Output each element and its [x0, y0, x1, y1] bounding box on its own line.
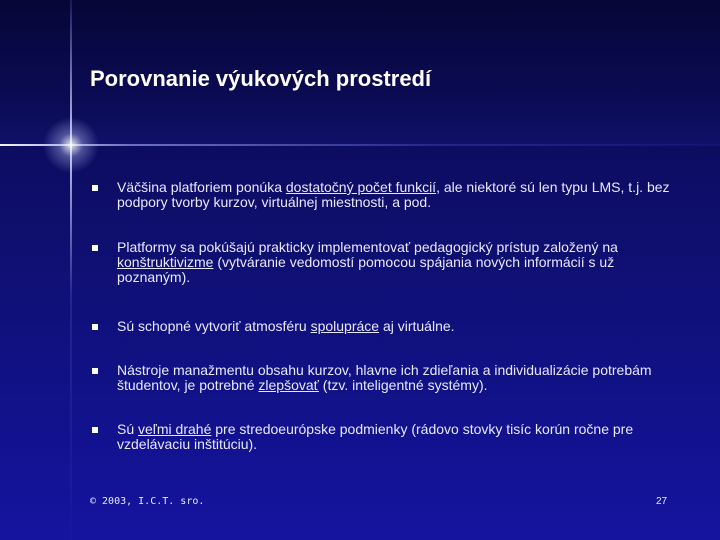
square-bullet-icon	[92, 427, 98, 433]
bullet-segment: (vytváranie vedomostí pomocou spájania nových informácií s už poznaným).	[117, 254, 615, 285]
bullet-segment-underlined: veľmi drahé	[138, 421, 212, 437]
bullet-segment: pre stredoeurópske podmienky (rádovo stovky tisíc korún ročne pre vzdelávaciu inštitúciu).	[117, 421, 634, 452]
bullet-segment-underlined: spolupráce	[310, 318, 380, 334]
bullet-text	[117, 363, 677, 393]
bullet-segment: , ale niektoré sú len typu LMS, t.j. bez podpory tvorby kurzov, virtuálnej miestnosti, a pod.	[117, 179, 670, 210]
bullet-segment: Väčšina platforiem ponúka	[117, 179, 286, 195]
footer-page-number: 27	[656, 496, 668, 507]
bullet-text	[117, 180, 677, 210]
square-bullet-icon	[92, 185, 98, 191]
bullet-text	[117, 422, 677, 452]
bullet-segment: Sú schopné vytvoriť atmosféru	[117, 318, 311, 334]
bullet-segment-underlined: dostatočný počet funkcií	[285, 179, 437, 195]
bullet-text	[117, 319, 677, 334]
bullet-text	[117, 240, 677, 285]
square-bullet-icon	[92, 368, 98, 374]
footer-copyright: © 2003, I.C.T. sro.	[90, 496, 205, 507]
bullet-segment-underlined: konštruktivizme	[117, 254, 214, 270]
bullet-segment: (tzv. inteligentné systémy).	[318, 377, 488, 393]
bullet-segment: Platformy sa pokúšajú prakticky implementovať pedagogický prístup založený na	[117, 239, 618, 255]
horizontal-rule	[0, 144, 720, 146]
bullet-segment: Nástroje manažmentu obsahu kurzov, hlavne ich zdieľania a individualizácie potrebám študentov, je potrebné	[117, 362, 652, 393]
sparkle-icon	[38, 112, 104, 178]
bullet-segment-underlined: zlepšovať	[258, 377, 319, 393]
slide-title: Porovnanie výukových prostredí	[90, 66, 432, 91]
vertical-rule	[70, 0, 72, 540]
square-bullet-icon	[92, 245, 98, 251]
bullet-segment: Sú	[117, 421, 139, 437]
square-bullet-icon	[92, 324, 98, 330]
bullet-segment: aj virtuálne.	[379, 318, 455, 334]
